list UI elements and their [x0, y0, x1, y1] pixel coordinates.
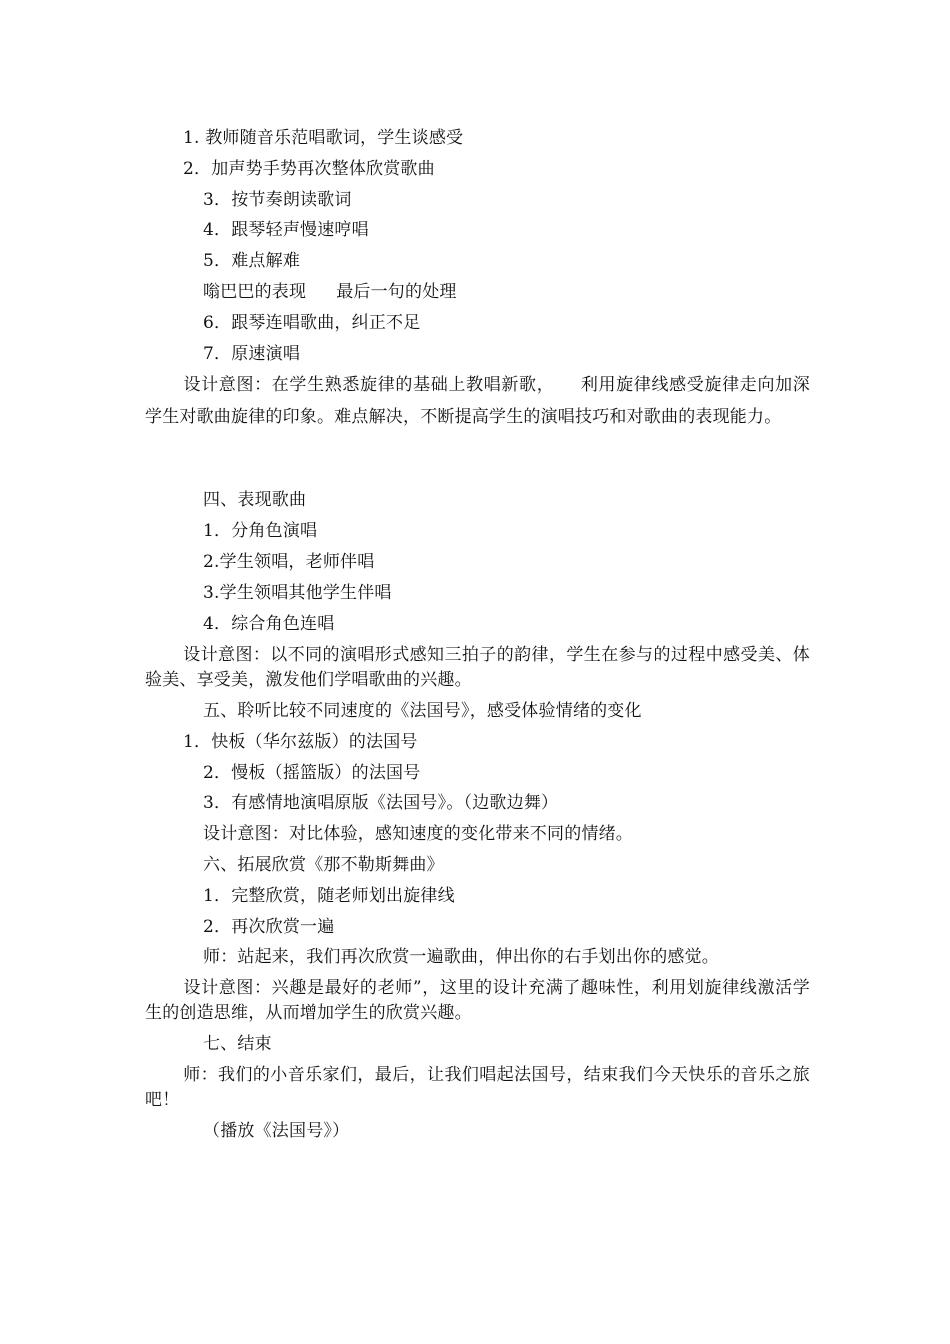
step-2: 2．加声势手势再次整体欣赏歌曲 — [183, 159, 435, 179]
closing-paragraph: 师：我们的小音乐家们，最后，让我们唱起法国号，结束我们今天快乐的音乐之旅吧！ — [145, 1065, 810, 1110]
section-4-item-4: 4．综合角色连唱 — [203, 614, 335, 634]
section-4-item-3: 3.学生领唱其他学生伴唱 — [203, 583, 392, 603]
section-6-teacher-line: 师：站起来，我们再次欣赏一遍歌曲，伸出你的右手划出你的感觉。 — [203, 947, 719, 967]
section-5-design-intent: 设计意图：对比体验，感知速度的变化带来不同的情绪。 — [203, 824, 633, 844]
section-4-heading: 四、表现歌曲 — [203, 490, 307, 510]
difficulty-points — [203, 280, 457, 304]
section-6-item-2: 2．再次欣赏一遍 — [203, 917, 335, 937]
section-5-item-2: 2．慢板（摇篮版）的法国号 — [203, 763, 421, 783]
section-6-item-1: 1．完整欣赏，随老师划出旋律线 — [203, 886, 455, 906]
section-5-item-3: 3．有感情地演唱原版《法国号》。（边歌边舞） — [203, 793, 559, 813]
step-7: 7．原速演唱 — [203, 344, 301, 364]
closing-play-note: （播放《法国号》） — [203, 1121, 350, 1141]
section-5-heading: 五、聆听比较不同速度的《法国号》，感受体验情绪的变化 — [203, 701, 642, 721]
section-4-item-1: 1．分角色演唱 — [203, 521, 318, 541]
difficulty-point-2: 最后一句的处理 — [336, 282, 457, 302]
design-intent-paragraph-2: 设计意图：以不同的演唱形式感知三拍子的韵律，学生在参与的过程中感受美、体验美、享受美，激发他们学唱歌曲的兴趣。 — [145, 645, 810, 690]
step-5: 5．难点解难 — [203, 251, 301, 271]
section-7-heading: 七、结束 — [203, 1034, 272, 1054]
step-6: 6．跟琴连唱歌曲，纠正不足 — [203, 313, 421, 333]
step-3: 3．按节奏朗读歌词 — [203, 190, 352, 210]
step-1: 1. 教师随音乐范唱歌词，学生谈感受 — [183, 128, 464, 148]
design-intent-paragraph-3: 设计意图：兴趣是最好的老师”，这里的设计充满了趣味性，利用划旋律线激活学生的创造思维，从而增加学生的欣赏兴趣。 — [145, 978, 810, 1023]
section-4-item-2: 2.学生领唱，老师伴唱 — [203, 552, 375, 572]
step-4: 4．跟琴轻声慢速哼唱 — [203, 220, 369, 240]
section-5-item-1: 1．快板（华尔兹版）的法国号 — [183, 732, 418, 752]
design-intent-paragraph-1: 设计意图：在学生熟悉旋律的基础上教唱新歌， 利用旋律线感受旋律走向加深学生对歌曲旋律的印象。难点解决，不断提高学生的演唱技巧和对歌曲的表现能力。 — [145, 375, 810, 427]
section-6-heading: 六、拓展欣赏《那不勒斯舞曲》 — [203, 855, 444, 875]
difficulty-point-1: 嗡巴巴的表现 — [203, 282, 307, 302]
